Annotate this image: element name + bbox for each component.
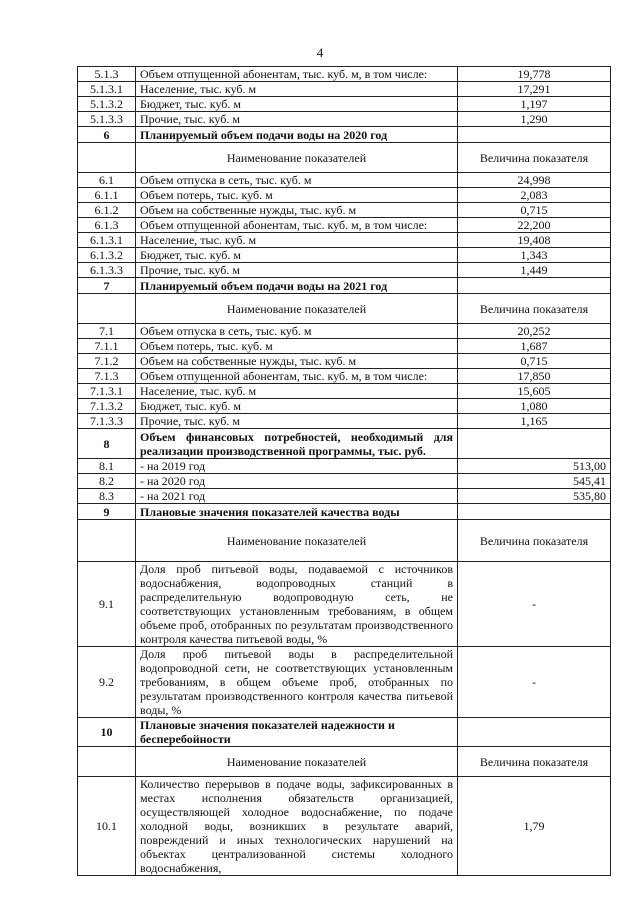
indicator-value: 0,715 xyxy=(458,203,611,218)
empty-cell xyxy=(78,747,136,777)
empty-cell xyxy=(458,504,611,520)
indicator-value: 1,165 xyxy=(458,414,611,429)
table-row xyxy=(78,369,611,384)
indicator-name: Доля проб питьевой воды в распределительной водопроводной сети, не соответствующих установленным требованиям, в общем объеме проб, отобранных по результатам производственного контроля качества питьевой воды, % xyxy=(136,647,458,718)
row-number: 5.1.3.1 xyxy=(78,82,136,97)
indicator-value: 22,200 xyxy=(458,218,611,233)
table-row xyxy=(78,143,611,173)
indicator-value: 1,080 xyxy=(458,399,611,414)
row-number: 9.1 xyxy=(78,562,136,647)
indicator-value: 1,197 xyxy=(458,97,611,112)
indicator-name: Бюджет, тыс. куб. м xyxy=(136,399,458,414)
table-row xyxy=(78,504,611,520)
table-row xyxy=(78,233,611,248)
section-number: 9 xyxy=(78,504,136,520)
indicator-value: 1,449 xyxy=(458,263,611,278)
section-title: Объем финансовых потребностей, необходимый для реализации производственной программы, тыс. руб. xyxy=(136,429,458,459)
section-number: 6 xyxy=(78,127,136,143)
indicator-name: Объем потерь, тыс. куб. м xyxy=(136,339,458,354)
column-header-value: Величина показателя xyxy=(458,520,611,562)
indicator-value: 513,00 xyxy=(458,459,611,474)
table-row xyxy=(78,67,611,82)
table-row xyxy=(78,474,611,489)
indicator-name: Население, тыс. куб. м xyxy=(136,233,458,248)
section-number: 7 xyxy=(78,278,136,294)
indicator-value: - xyxy=(458,647,611,718)
column-header-name: Наименование показателей xyxy=(136,143,458,173)
indicator-value: 1,290 xyxy=(458,112,611,127)
indicator-name: Объем отпущенной абонентам, тыс. куб. м, в том числе: xyxy=(136,369,458,384)
column-header-value: Величина показателя xyxy=(458,143,611,173)
indicator-value: 17,850 xyxy=(458,369,611,384)
indicator-value: - xyxy=(458,562,611,647)
indicator-name: Население, тыс. куб. м xyxy=(136,82,458,97)
indicator-name: Объем на собственные нужды, тыс. куб. м xyxy=(136,203,458,218)
indicator-name: Количество перерывов в подаче воды, зафиксированных в местах исполнения обязательств организацией, осуществляющей холодное водоснабжение, по подаче холодной воды, возникших в результате аварий, повреждений и иных технологических нарушений на объектах централизованной системы холодного водоснабжения, xyxy=(136,777,458,876)
row-number: 5.1.3 xyxy=(78,67,136,82)
indicator-value: 19,408 xyxy=(458,233,611,248)
indicators-table xyxy=(77,66,611,876)
table-row xyxy=(78,324,611,339)
indicator-value: 2,083 xyxy=(458,188,611,203)
row-number: 6.1 xyxy=(78,173,136,188)
indicator-name: Доля проб питьевой воды, подаваемой с источников водоснабжения, водопроводных станций в распределительную водопроводную сеть, не соответствующих установленным требованиям, в общем объеме проб, отобранных по результатам производственного контроля качества питьевой воды, % xyxy=(136,562,458,647)
table-row xyxy=(78,489,611,504)
row-number: 6.1.3.2 xyxy=(78,248,136,263)
row-number: 5.1.3.3 xyxy=(78,112,136,127)
table-row xyxy=(78,263,611,278)
table-row xyxy=(78,354,611,369)
table-row xyxy=(78,97,611,112)
table-row xyxy=(78,429,611,459)
table-row xyxy=(78,718,611,747)
row-number: 7.1.3.2 xyxy=(78,399,136,414)
row-number: 8.2 xyxy=(78,474,136,489)
empty-cell xyxy=(78,520,136,562)
row-number: 7.1.3.1 xyxy=(78,384,136,399)
indicator-name: Объем отпуска в сеть, тыс. куб. м xyxy=(136,324,458,339)
indicator-value: 535,80 xyxy=(458,489,611,504)
indicator-name: Население, тыс. куб. м xyxy=(136,384,458,399)
table-row xyxy=(78,173,611,188)
indicator-name: - на 2021 год xyxy=(136,489,458,504)
indicator-value: 15,605 xyxy=(458,384,611,399)
row-number: 7.1 xyxy=(78,324,136,339)
indicator-value: 1,687 xyxy=(458,339,611,354)
indicator-name: Объем отпущенной абонентам, тыс. куб. м, в том числе: xyxy=(136,67,458,82)
indicator-name: Прочие, тыс. куб. м xyxy=(136,263,458,278)
table-row xyxy=(78,520,611,562)
table-row xyxy=(78,294,611,324)
row-number: 10.1 xyxy=(78,777,136,876)
indicator-name: - на 2020 год xyxy=(136,474,458,489)
empty-cell xyxy=(78,294,136,324)
empty-cell xyxy=(458,429,611,459)
indicator-name: Объем на собственные нужды, тыс. куб. м xyxy=(136,354,458,369)
section-title: Плановые значения показателей качества воды xyxy=(136,504,458,520)
column-header-name: Наименование показателей xyxy=(136,747,458,777)
table-row xyxy=(78,248,611,263)
indicator-name: - на 2019 год xyxy=(136,459,458,474)
empty-cell xyxy=(458,718,611,747)
indicator-name: Объем отпуска в сеть, тыс. куб. м xyxy=(136,173,458,188)
row-number: 6.1.3 xyxy=(78,218,136,233)
empty-cell xyxy=(458,127,611,143)
table-row xyxy=(78,384,611,399)
row-number: 8.1 xyxy=(78,459,136,474)
table-row xyxy=(78,339,611,354)
section-title: Планируемый объем подачи воды на 2020 год xyxy=(136,127,458,143)
indicator-name: Объем отпущенной абонентам, тыс. куб. м, в том числе: xyxy=(136,218,458,233)
table-row xyxy=(78,112,611,127)
row-number: 6.1.3.3 xyxy=(78,263,136,278)
row-number: 5.1.3.2 xyxy=(78,97,136,112)
indicator-value: 1,79 xyxy=(458,777,611,876)
section-number: 10 xyxy=(78,718,136,747)
table-row xyxy=(78,188,611,203)
indicator-value: 17,291 xyxy=(458,82,611,97)
table-row xyxy=(78,777,611,876)
row-number: 6.1.3.1 xyxy=(78,233,136,248)
table-row xyxy=(78,647,611,718)
indicator-name: Бюджет, тыс. куб. м xyxy=(136,97,458,112)
table-row xyxy=(78,203,611,218)
indicator-value: 19,778 xyxy=(458,67,611,82)
table-row xyxy=(78,562,611,647)
row-number: 9.2 xyxy=(78,647,136,718)
indicator-value: 20,252 xyxy=(458,324,611,339)
section-title: Планируемый объем подачи воды на 2021 год xyxy=(136,278,458,294)
row-number: 7.1.1 xyxy=(78,339,136,354)
table-row xyxy=(78,414,611,429)
table-row xyxy=(78,278,611,294)
row-number: 6.1.1 xyxy=(78,188,136,203)
table-row xyxy=(78,399,611,414)
indicator-value: 545,41 xyxy=(458,474,611,489)
column-header-value: Величина показателя xyxy=(458,747,611,777)
row-number: 7.1.3.3 xyxy=(78,414,136,429)
indicator-name: Бюджет, тыс. куб. м xyxy=(136,248,458,263)
table-row xyxy=(78,82,611,97)
empty-cell xyxy=(78,143,136,173)
column-header-name: Наименование показателей xyxy=(136,520,458,562)
row-number: 8.3 xyxy=(78,489,136,504)
row-number: 6.1.2 xyxy=(78,203,136,218)
indicator-value: 0,715 xyxy=(458,354,611,369)
table-row xyxy=(78,127,611,143)
table-row xyxy=(78,218,611,233)
indicator-value: 24,998 xyxy=(458,173,611,188)
section-number: 8 xyxy=(78,429,136,459)
page-number: 4 xyxy=(316,45,324,60)
row-number: 7.1.2 xyxy=(78,354,136,369)
indicator-name: Прочие, тыс. куб. м xyxy=(136,414,458,429)
indicator-name: Прочие, тыс. куб. м xyxy=(136,112,458,127)
empty-cell xyxy=(458,278,611,294)
indicator-name: Объем потерь, тыс. куб. м xyxy=(136,188,458,203)
table-row xyxy=(78,747,611,777)
row-number: 7.1.3 xyxy=(78,369,136,384)
column-header-value: Величина показателя xyxy=(458,294,611,324)
indicator-value: 1,343 xyxy=(458,248,611,263)
table-row xyxy=(78,459,611,474)
column-header-name: Наименование показателей xyxy=(136,294,458,324)
section-title: Плановые значения показателей надежности и бесперебойности xyxy=(136,718,458,747)
